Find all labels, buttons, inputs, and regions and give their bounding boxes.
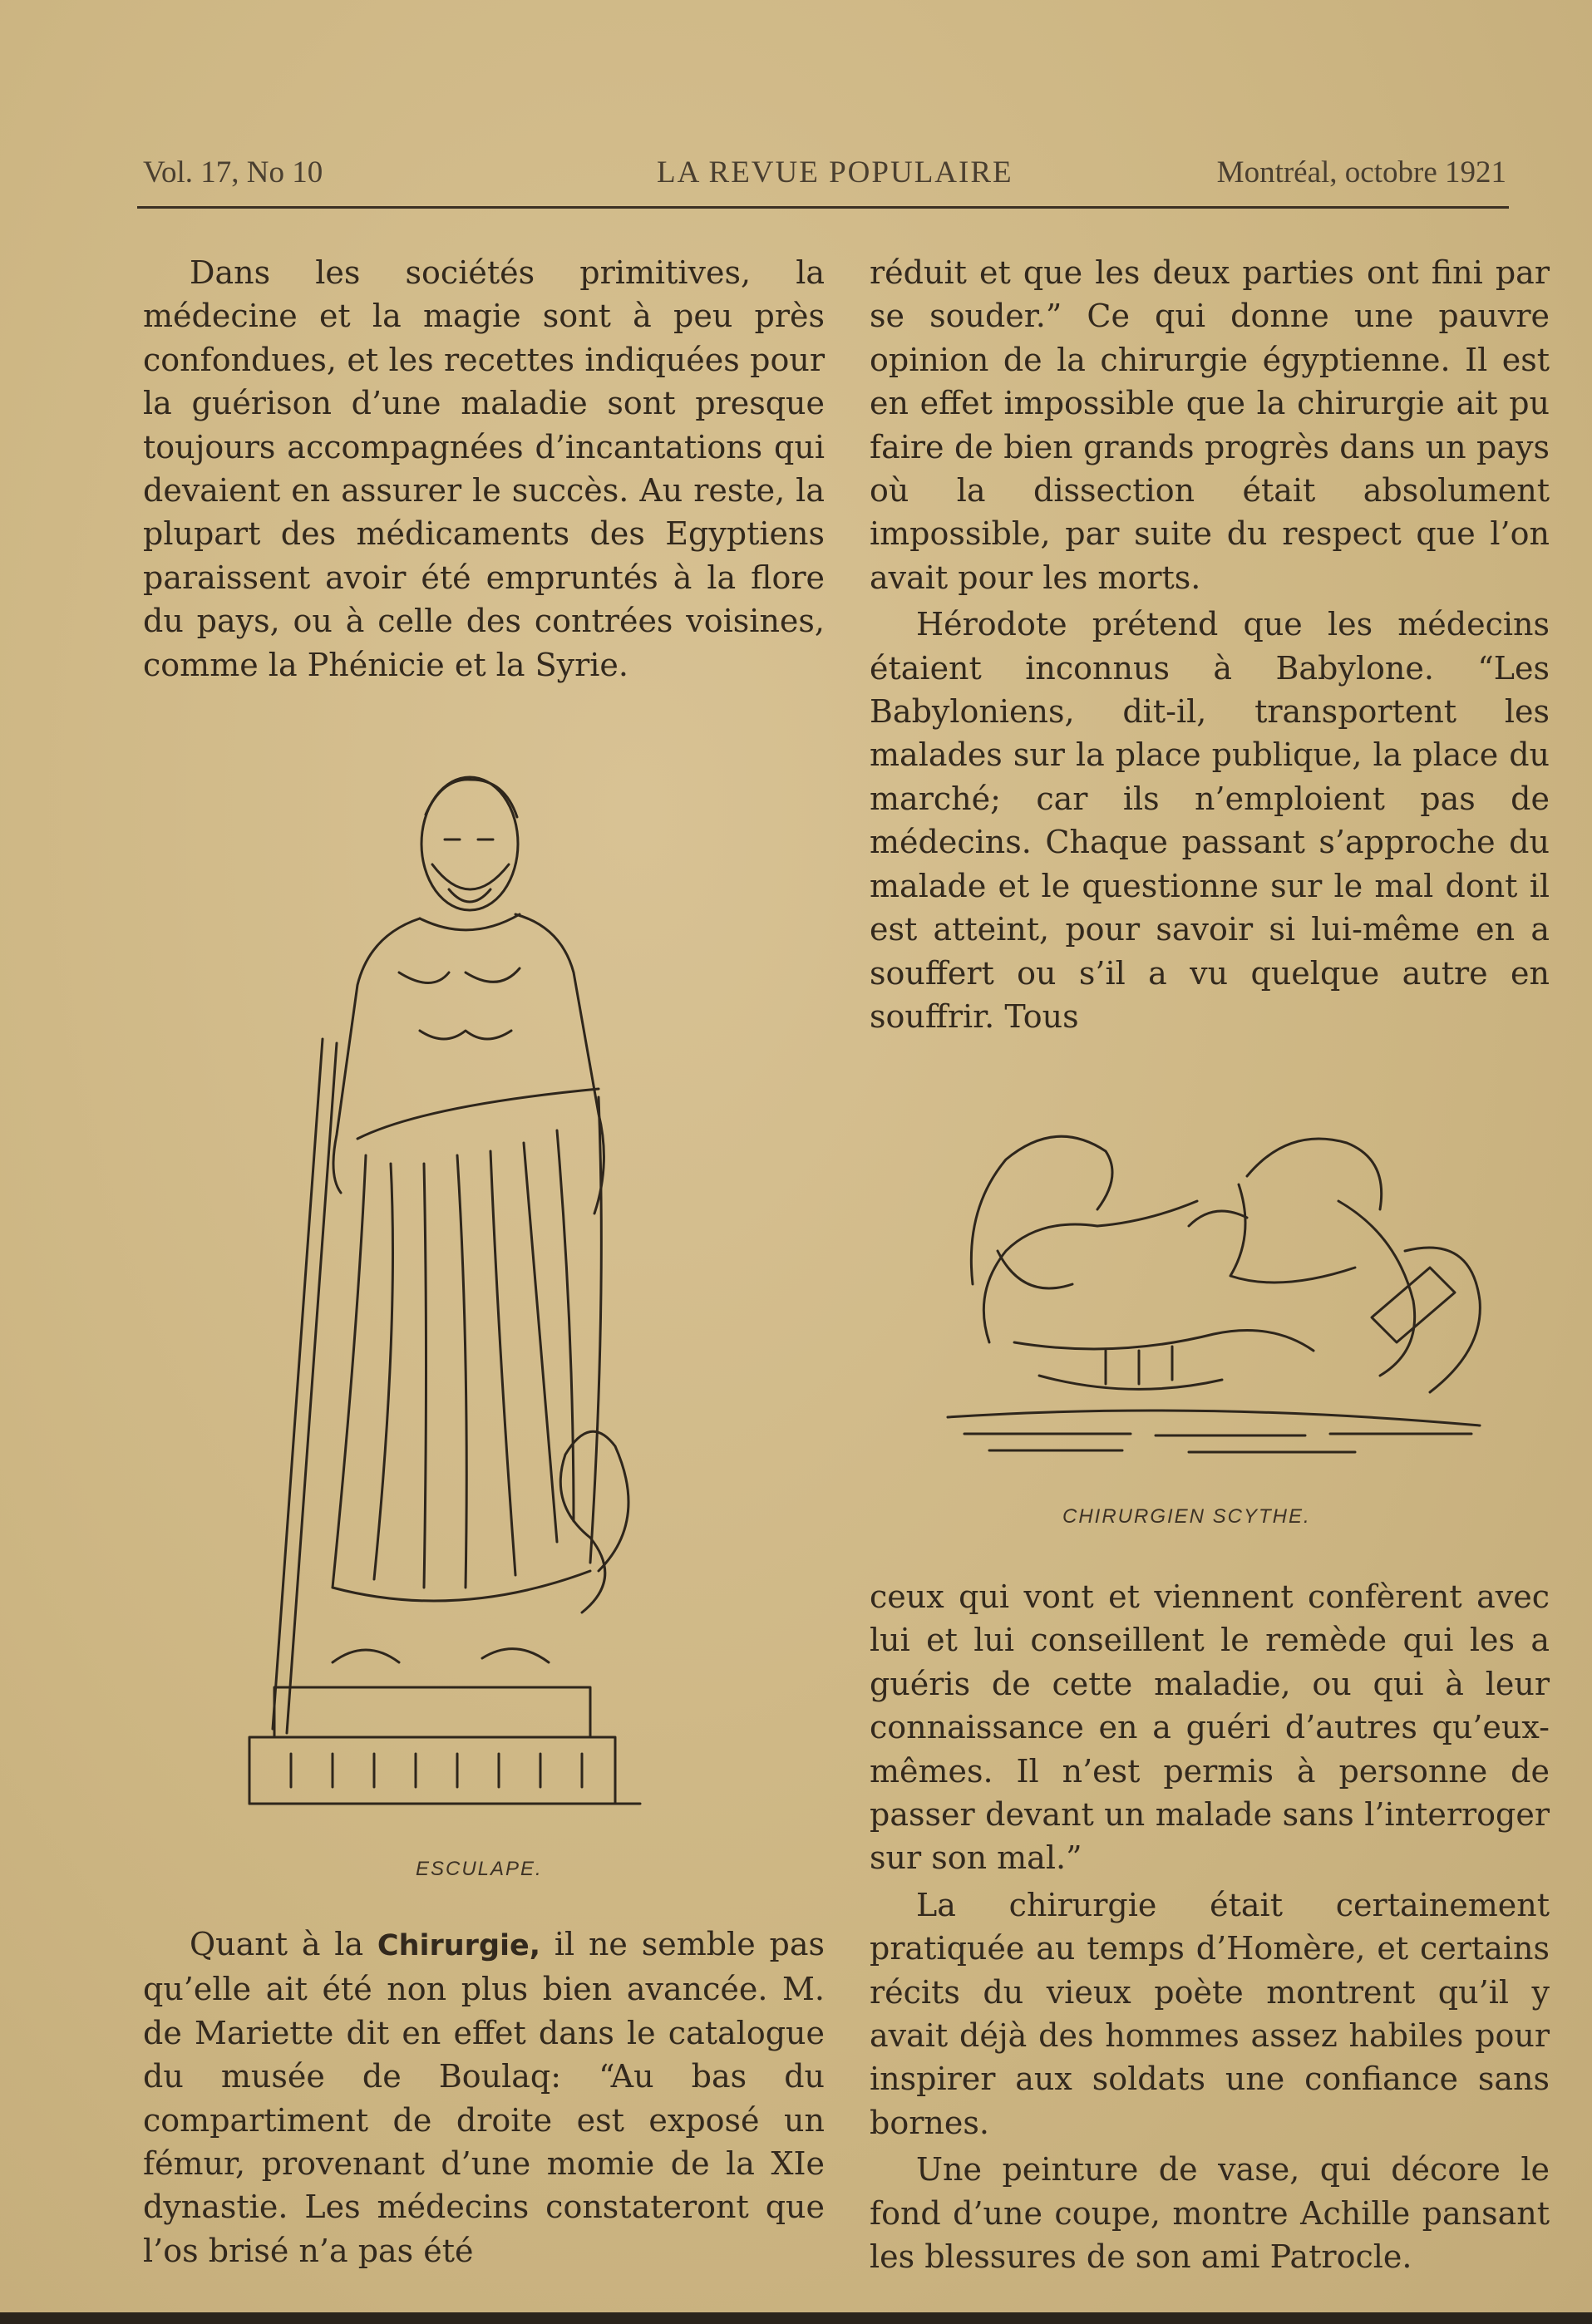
scythe-caption: CHIRURGIEN SCYTHE. — [1062, 1505, 1311, 1528]
esculape-caption: ESCULAPE. — [416, 1858, 543, 1880]
paragraph-babylon-continued: ceux qui vont et viennent confèrent avec lui et lui conseillent le remède qui les a guéris de cette maladie, ou qui à leur connaissance en a guéri d’autres qu’eux-mêmes. Il n’est permis à personne de passer devant un malade sans l’interroger sur son mal.” — [870, 1578, 1550, 1877]
right-column-top — [870, 251, 1550, 1038]
chirurgie-bold-term: Chirurgie, — [377, 1929, 541, 1962]
left-column-top — [143, 251, 825, 687]
header-date: Montréal, octobre 1921 — [1216, 155, 1506, 190]
chirurgie-intro: Quant à la — [190, 1926, 377, 1962]
chirurgie-rest: il ne semble pas qu’elle ait été non plus bien avancée. M. de Mariette dit en effet dans le catalogue du musée de Boulaq: “Au bas du compartiment de droite est exposé un fémur, provenant d’une momie de la XIe dynastie. Les médecins constateront que l’os brisé n’a pas été — [143, 1926, 825, 2269]
esculape-statue-illustration — [241, 765, 648, 1833]
header-volume: Vol. 17, No 10 — [143, 155, 323, 190]
header-rule — [137, 206, 1509, 209]
left-column-bottom — [143, 1923, 825, 2272]
paragraph-homere: La chirurgie était certainement pratiquée au temps d’Homère, et certains récits du vieux poète montrent qu’il y avait déjà des hommes assez habiles pour inspirer aux soldats une confiance sans bornes. — [870, 1886, 1550, 2141]
right-column-bottom — [870, 1575, 1550, 2279]
scythian-surgeon-illustration — [939, 1126, 1505, 1463]
paragraph-herodote: Hérodote prétend que les médecins étaient inconnus à Babylone. “Les Babyloniens, dit-il, transportent les malades sur la place publique, la place du marché; car ils n’emploient pas de médecins. Chaque passant s’approche du malade et le questionne sur le mal dont il est atteint, pour savoir si lui-même en a souffert ou s’il a vu quelque autre en souffrir. Tous — [870, 606, 1550, 1035]
paragraph-vase-painting: Une peinture de vase, qui décore le fond d’une coupe, montre Achille pansant les blessures de son ami Patrocle. — [870, 2151, 1550, 2276]
paragraph-primitive-medicine: Dans les sociétés primitives, la médecine et la magie sont à peu près confondues, et les recettes indiquées pour la guérison d’une maladie sont presque toujours accompagnées d’incantations qui devaient en assurer le succès. Au reste, la plupart des médicaments des Egyptiens paraissent avoir été empruntés à la flore du pays, ou à celle des contrées voisines, comme la Phénicie et la Syrie. — [143, 254, 825, 683]
paragraph-egyptian-surgery: réduit et que les deux parties ont fini par se souder.” Ce qui donne une pauvre opinion de la chirurgie égyptienne. Il est en effet impossible que la chirurgie ait pu faire de bien grands progrès dans un pays où la dissection était absolument impossible, par suite du respect que l’on avait pour les morts. — [870, 254, 1550, 596]
page-bottom-edge — [0, 2312, 1592, 2324]
running-header — [143, 155, 1506, 204]
header-title: LA REVUE POPULAIRE — [657, 155, 1013, 190]
paragraph-chirurgie — [143, 1923, 825, 2272]
